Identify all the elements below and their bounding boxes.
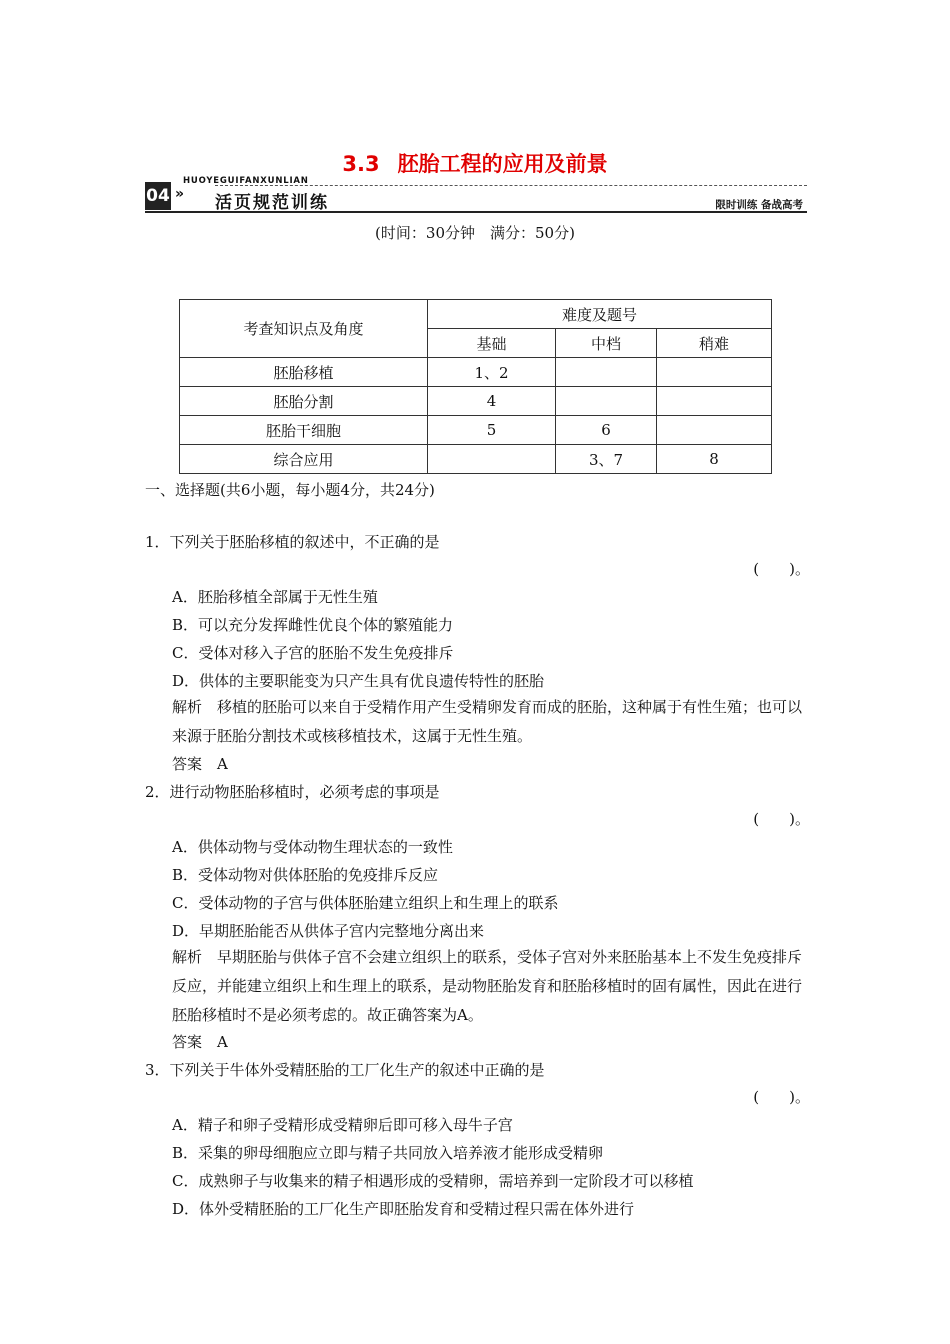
medium-cell: 3、7 [556, 445, 657, 474]
option-d: D．供体的主要职能变为只产生具有优良遗传特性的胚胎 [172, 672, 545, 690]
level-medium: 中档 [556, 329, 657, 358]
section-number: 3.3 [342, 152, 380, 176]
option-b: B．可以充分发挥雌性优良个体的繁殖能力 [172, 616, 454, 634]
analysis-text: 解析 早期胚胎与供体子宫不会建立组织上的联系，受体子宫对外来胚胎基本上不发生免疫排斥反应，并能建立组织上和生理上的联系，是动物胚胎发育和胚胎移植时的固有属性，因此在进行胚胎移植时不是必须考虑的。故正确答案为A。 [172, 948, 803, 1024]
banner-slogan: 限时训练 备战高考 [715, 199, 803, 211]
table-difficulty-header: 难度及题号 [428, 300, 772, 329]
hard-cell [657, 358, 772, 387]
time-info: (时间：30分钟 满分：50分) [375, 224, 575, 242]
option-c: C．成熟卵子与收集来的精子相遇形成的受精卵，需培养到一定阶段才可以移植 [172, 1172, 694, 1190]
question-stem: 3．下列关于牛体外受精胚胎的工厂化生产的叙述中正确的是 [145, 1061, 545, 1079]
basic-cell: 4 [428, 387, 556, 416]
hard-cell: 8 [657, 445, 772, 474]
section-title: 胚胎工程的应用及前景 [397, 152, 608, 176]
topic-cell: 综合应用 [180, 445, 428, 474]
banner-pinyin: HUOYEGUIFANXUNLIAN [183, 176, 309, 186]
table-col-header: 考查知识点及角度 [180, 300, 428, 358]
medium-cell [556, 387, 657, 416]
answer-blank: ( )。 [753, 1088, 810, 1106]
banner-heading: 活页规范训练 [215, 193, 329, 213]
option-b: B．受体动物对供体胚胎的免疫排斥反应 [172, 866, 439, 884]
question-stem: 1．下列关于胚胎移植的叙述中，不正确的是 [145, 533, 440, 551]
basic-cell: 5 [428, 416, 556, 445]
option-a: A．精子和卵子受精形成受精卵后即可移入母牛子宫 [172, 1116, 513, 1134]
table-row [180, 416, 772, 445]
topic-cell: 胚胎移植 [180, 358, 428, 387]
page-title [0, 148, 950, 178]
table-row [180, 358, 772, 387]
option-a: A．胚胎移植全部属于无性生殖 [172, 588, 378, 606]
level-hard: 稍难 [657, 329, 772, 358]
exercise-banner [145, 176, 807, 216]
hard-cell [657, 387, 772, 416]
answer-text: 答案 A [172, 755, 228, 773]
answer-blank: ( )。 [753, 810, 810, 828]
table-row [180, 387, 772, 416]
topic-cell: 胚胎干细胞 [180, 416, 428, 445]
option-c: C．受体对移入子宫的胚胎不发生免疫排斥 [172, 644, 454, 662]
answer-text: 答案 A [172, 1033, 228, 1051]
knowledge-table [179, 299, 772, 474]
question-stem: 2．进行动物胚胎移植时，必须考虑的事项是 [145, 783, 440, 801]
level-basic: 基础 [428, 329, 556, 358]
basic-cell [428, 445, 556, 474]
basic-cell: 1、2 [428, 358, 556, 387]
banner-badge: 04 [145, 182, 171, 210]
table-row [180, 445, 772, 474]
medium-cell: 6 [556, 416, 657, 445]
option-b: B．采集的卵母细胞应立即与精子共同放入培养液才能形成受精卵 [172, 1144, 604, 1162]
option-c: C．受体动物的子宫与供体胚胎建立组织上和生理上的联系 [172, 894, 559, 912]
section-heading: 一、选择题(共6小题，每小题4分，共24分) [145, 481, 435, 499]
option-d: D．早期胚胎能否从供体子宫内完整地分离出来 [172, 922, 485, 940]
hard-cell [657, 416, 772, 445]
analysis-text: 解析 移植的胚胎可以来自于受精作用产生受精卵发育而成的胚胎，这种属于有性生殖；也可以来源于胚胎分割技术或核移植技术，这属于无性生殖。 [172, 698, 803, 745]
answer-blank: ( )。 [753, 560, 810, 578]
medium-cell [556, 358, 657, 387]
option-a: A．供体动物与受体动物生理状态的一致性 [172, 838, 453, 856]
topic-cell: 胚胎分割 [180, 387, 428, 416]
option-d: D．体外受精胚胎的工厂化生产即胚胎发育和受精过程只需在体外进行 [172, 1200, 635, 1218]
double-arrow-icon: » [175, 186, 185, 202]
